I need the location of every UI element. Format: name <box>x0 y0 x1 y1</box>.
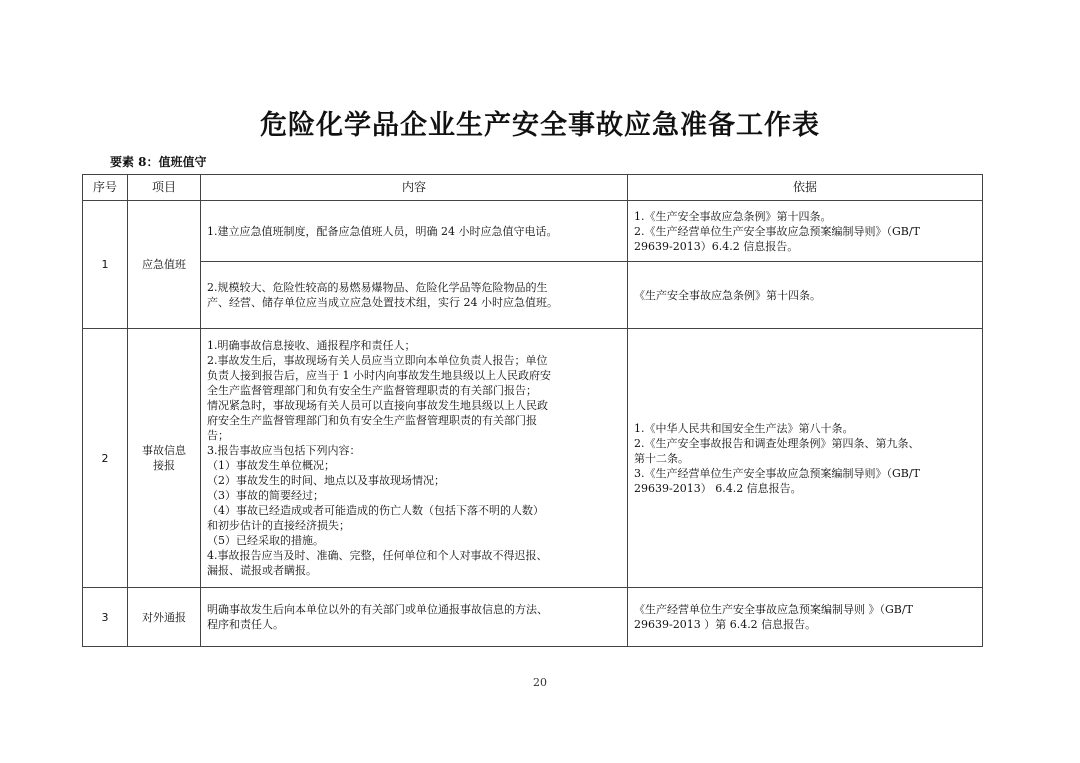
emergency-prep-table <box>82 174 983 647</box>
row-1-no: 1 <box>83 201 128 329</box>
row-1-item: 应急值班 <box>128 201 201 329</box>
table-header-row <box>83 175 983 201</box>
text-line: 负责人接到报告后，应当于 1 小时内向事故发生地县级以上人民政府安 <box>207 369 551 382</box>
text-line: 1.建立应急值班制度，配备应急值班人员，明确 24 小时应急值守电话。 <box>207 224 558 238</box>
text-line: 3.《生产经营单位生产安全事故应急预案编制导则》（GB/T <box>634 466 920 480</box>
page-title: 危险化学品企业生产安全事故应急准备工作表 <box>260 110 820 141</box>
element-label: 要素 8：值班值守 <box>110 155 207 169</box>
header-item: 项目 <box>128 175 201 201</box>
row-2-content <box>201 329 628 588</box>
text-line: 29639-2013 ）第 6.4.2 信息报告。 <box>634 618 817 631</box>
row-3-basis <box>628 588 983 647</box>
text-line: 情况紧急时，事故现场有关人员可以直接向事故发生地县级以上人民政 <box>207 399 548 412</box>
text-line: 接报 <box>153 459 175 472</box>
table-row <box>83 262 983 329</box>
text-line: 程序和责任人。 <box>207 618 284 631</box>
text-line: 1.《生产安全事故应急条例》第十四条。 <box>634 209 832 223</box>
text-line: 事故信息 <box>142 444 186 457</box>
text-line: 2.规模较大、危险性较高的易燃易爆物品、危险化学品等危险物品的生 <box>207 281 548 294</box>
text-line: 第十二条。 <box>634 451 689 465</box>
text-line: 产、经营、储存单位应当成立应急处置技术组，实行 24 小时应急值班。 <box>207 296 558 309</box>
text-line: 29639-2013） 6.4.2 信息报告。 <box>634 481 802 495</box>
text-line: 1.明确事故信息接收、通报程序和责任人； <box>207 339 416 352</box>
text-line: 和初步估计的直接经济损失； <box>207 519 350 532</box>
text-line: 全生产监督管理部门和负有安全生产监督管理职责的有关部门报告； <box>207 384 537 397</box>
row-1-basis-1 <box>628 201 983 262</box>
table-row <box>83 201 983 262</box>
text-line: （5）已经采取的措施。 <box>207 534 324 547</box>
table-row <box>83 329 983 588</box>
text-line: 4.事故报告应当及时、准确、完整，任何单位和个人对事故不得迟报、 <box>207 549 548 562</box>
row-3-no: 3 <box>83 588 128 647</box>
header-content: 内容 <box>201 175 628 201</box>
table-row <box>83 588 983 647</box>
row-2-no: 2 <box>83 329 128 588</box>
text-line: 3.报告事故应当包括下列内容： <box>207 444 361 457</box>
text-line: 漏报、谎报或者瞒报。 <box>207 564 317 577</box>
text-line: （4）事故已经造成或者可能造成的伤亡人数（包括下落不明的人数） <box>207 504 544 517</box>
row-3-item: 对外通报 <box>128 588 201 647</box>
row-1-basis-2 <box>628 262 983 329</box>
page-number: 20 <box>533 676 547 689</box>
text-line: （3）事故的简要经过； <box>207 489 324 502</box>
text-line: 《生产安全事故应急条例》第十四条。 <box>634 288 821 302</box>
text-line: 告； <box>207 429 229 442</box>
header-basis: 依据 <box>628 175 983 201</box>
text-line: 29639-2013）6.4.2 信息报告。 <box>634 239 799 253</box>
row-2-item <box>128 329 201 588</box>
row-1-content-2 <box>201 262 628 329</box>
text-line: 明确事故发生后向本单位以外的有关部门或单位通报事故信息的方法、 <box>207 603 548 616</box>
text-line: （1）事故发生单位概况； <box>207 459 335 472</box>
text-line: （2）事故发生的时间、地点以及事故现场情况； <box>207 474 445 487</box>
text-line: 1.《中华人民共和国安全生产法》第八十条。 <box>634 421 854 435</box>
text-line: 《生产经营单位生产安全事故应急预案编制导则 》（GB/T <box>634 603 913 616</box>
header-no: 序号 <box>83 175 128 201</box>
text-line: 府安全生产监督管理部门和负有安全生产监督管理职责的有关部门报 <box>207 414 537 427</box>
text-line: 2.《生产经营单位生产安全事故应急预案编制导则》（GB/T <box>634 224 920 238</box>
text-line: 2.事故发生后，事故现场有关人员应当立即向本单位负责人报告；单位 <box>207 354 548 367</box>
row-3-content <box>201 588 628 647</box>
row-2-basis <box>628 329 983 588</box>
text-line: 2.《生产安全事故报告和调查处理条例》第四条、第九条、 <box>634 436 920 450</box>
row-1-content-1 <box>201 201 628 262</box>
